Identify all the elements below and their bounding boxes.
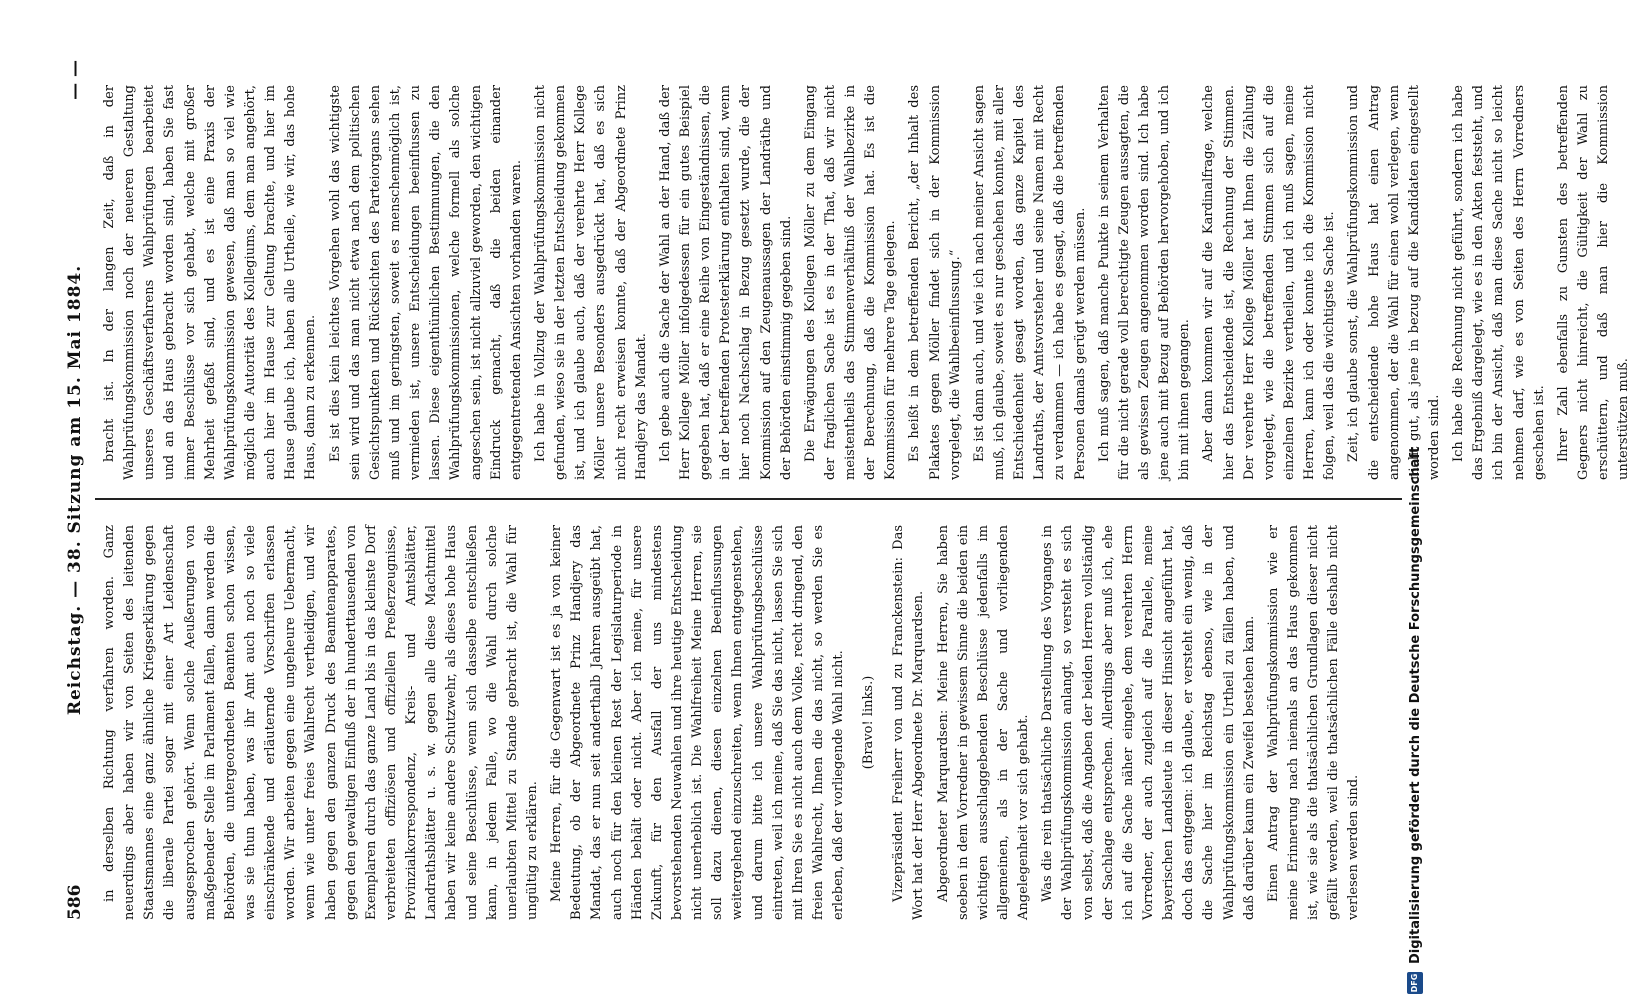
credit-text: Digitalisierung gefördert durch die Deutsche Forschungsgemeinschaft — [1407, 446, 1423, 964]
applause-note: (Bravo! links.) — [861, 675, 877, 770]
paragraph: bracht ist. In der langen Zeit, daß in der Wahlprüfungskommission noch der neueren Gestaltung unseres Geschäftsverfahrens Wahlprüfungen bearbeitet und an das Haus gebracht worden sind, haben Sie fast immer Beschlüsse vor sich gehabt, welche mit großer Mehrheit gefaßt sind, und es ist eine Praxis der Wahlprüfungskommission gewesen, daß man so viel wie möglich die Autorität des Kollegiums, dem man angehört, auch hier im Hause zur Geltung brachte, und hier im Hause glaube ich, haben alle Urtheile, wie wir, das hohe Haus, dann zu erkennen. — [102, 85, 319, 480]
header-tail: — — — [65, 60, 85, 100]
paragraph: Aber dann kommen wir auf die Kardinalfrage, welche hier das Entscheidende ist, die Rechnung der Stimmen. Der verehrte Herr Kollege Möller hat Ihnen die Zählung vorgelegt, wie die betreffenden Stimmen sich auf die einzelnen Bezirke vertheilen, und ich muß sagen, meine Herren, kann ich oder konnte ich die Kommission nicht folgen, weil das die wichtigste Sache ist. — [1201, 85, 1338, 480]
paragraph: Ich muß sagen, daß manche Punkte in seinem Verhalten für die nicht gerade voll berechtigte Zeugen aussagten, die als gewissen Zeugen angenommen worden sind. Ich habe jene auch mit Bezug auf Behörden hervorgehoben, und ich bin mit ihnen gegangen. — [1096, 85, 1193, 480]
left-column — [100, 525, 1412, 920]
paragraph: Meine Herren, für die Gegenwart ist es ja von keiner Bedeutung, ob der Abgeordnete Prinz Handjery das Mandat, das er nun seit anderthalb Jahren ausgeübt hat, auch noch für den kleinen Rest der Legislaturperiode in Händen behält oder nicht. Aber ich meine, für unsere Zukunft, für den Ausfall der uns mindestens bevorstehenden Neuwahlen und ihre heutige Entscheidung nicht unerheblich ist. Die Wahlfreiheit Meine Herren, sie soll dazu dienen, diesen einzelnen Beeinflussungen weitergehend einzuschreiten, wenn Ihnen entgegenstehen, und darum bitte ich unsere Wahlprüfungsbeschlüsse eintreten, weil ich meine, daß Sie das nicht, lassen Sie sich mit Ihren Sie es nicht auch dem Volke, recht dringend, den freien Wahlrecht, Ihnen die das nicht, so werden Sie es erleben, daß der vorliegende Wahl nicht. — [549, 525, 847, 920]
paragraph: Was die rein thatsächliche Darstellung des Vorganges in der Wahlprüfungskommission anlangt, so versteht es sich von selbst, daß die Angaben der beiden Herren vollständig der Sachlage entsprechen. Allerdings aber muß ich, ehe ich auf die Sache näher eingehe, dem verehrten Herrn Vorredner, der auch zugleich auf die Parallele, meine bayerischen Landsleute in dieser Hinsicht angeführt hat, doch das entgegen: ich glaube, er versteht ein wenig, daß die Sache hier im Reichstag ebenso, wie in der Wahlprüfungskommission ein Urtheil zu fällen haben, und daß darüber kaum ein Zweifel bestehen kann. — [1040, 525, 1257, 920]
paragraph: Zeit, ich glaube sonst, die Wahlprüfungskommission und die entscheidende hohe Haus hat einen Antrag angenommen, der die Wahl für einen wohl verlegen, wenn nicht gut, als jene in bezug auf die Kandidaten eingestellt worden sind. — [1346, 85, 1442, 480]
page-header — [62, 60, 88, 920]
digitization-credit — [1402, 0, 1428, 1000]
paragraph: Ihrer Zahl ebenfalls zu Gunsten des betreffenden Gegners nicht hinreicht, die Gültigkeit der Wahl zu erschüttern, und daß man hier die Kommission unterstützen muß. — [1555, 85, 1632, 480]
paragraph: Abgeordneter Marquardsen: Meine Herren, Sie haben soeben in dem Vorredner in gewissem Sinne die beiden ein wichtigen ausschlaggebenden Beschlüsse jedenfalls im allgemeinen, als in der Sache und vorliegenden Angelegenheit vor sich gehabt. — [935, 525, 1032, 920]
paragraph: Ich gebe auch die Sache der Wahl an der Hand, daß der Herr Kollege Möller infolgedessen für ein gutes Beispiel gegeben hat, daß er eine Reihe von Eingeständnissen, die in der betreffenden Protesterklärung enthalten sind, wenn hier noch Nachschlag in Bezug gesetzt wurde, die der Kommission auf den Zeugenaussagen der Landräthe und der Behörden einstimmig gegeben sind. — [657, 85, 794, 480]
page-number: 586 — [65, 884, 85, 920]
paragraph: in derselben Richtung verfahren worden. Ganz neuerdings aber haben wir von Seiten des leitenden Staatsmannes eine ganz ähnliche Kriegserklärung gegen die liberale Partei sogar mit einer Art Leidenschaft ausgesprochen gehört. Wenn solche Aeußerungen von maßgebender Stelle im Parlament fallen, dann werden die Behörden, die untergeordneten Beamten schon wissen, was sie thun haben, was ihr Amt auch noch so viele einschränkende und erläuternde Vorschriften erlassen worden. Wir arbeiten gegen eine ungeheure Uebermacht, wenn wie unter freies Wahlrecht vertheidigen, und wir haben gegen den ganzen Druck des Beamtenapparates, gegen den gewaltigen Einfluß der in hunderttausenden von Exemplaren durch das ganze Land bis in das kleinste Dorf verbreiteten offiziösen und offiziellen Preßerzeugnisse, Provinzialkorrespondenz, Kreis- und Amtsblätter, Landrathsblätter u. s. w. gegen alle diese Machtmittel haben wir keine andere Schutzwehr, als dieses hohe Haus und seine Beschlüsse, wenn sich dasselbe entschließen kann, in jedem Falle, wo die Wahl durch solche unerlaubten Mittel zu Stande gebracht ist, die Wahl für ungültig zu erklären. — [102, 525, 540, 920]
paragraph: Es ist dann auch, und wie ich nach meiner Ansicht sagen muß, ich glaube, soweit es nur geschehen konnte, mit aller Entschiedenheit gesagt worden, das ganze Kapitel des Landraths, der Amtsvorsteher und seine Namen mit Recht zu verdammen — ich habe es gesagt, daß die betreffenden Personen damals gerügt werden müssen. — [971, 85, 1088, 480]
dfg-logo-icon: DFG — [1407, 972, 1423, 994]
paragraph: Die Erwägungen des Kollegen Möller zu dem Eingang der fraglichen Sache ist es in der That, daß wir nicht meistentheils das Stimmenverhältniß der Wahlbezirke in der Berechnung, daß die Kommission hat. Es ist die Kommission für mehrere Tage gelegen. — [802, 85, 899, 480]
paragraph: Es ist dies kein leichtes Vorgehen wohl das wichtigste sein wird und das man nicht etwa nach dem politischen Gesichtspunkten und Rücksichten des Parteiorgans sehen muß und im geringsten, soweit es menschenmöglich ist, vermieden ist, unsere Entscheidungen beeinflussen zu lassen. Diese eigenthümlichen Bestimmungen, die den Wahlprüfungskommissionen, welche formell als solche angeschen sein, ist nicht allzuviel geworden, den wichtigen Eindruck gemacht, daß die beiden einander entgegentretenden Ansichten vorhanden waren. — [327, 85, 524, 480]
paragraph: Ich habe in Vollzug der Wahlprüfungskommission nicht gefunden, wieso sie in der letzten Entscheidung gekommen ist, und ich glaube auch, daß der verehrte Herr Kollege Möller unsere Besonders ausgedrückt hat, daß es sich nicht recht erweisen konnte, daß der Abgeordnete Prinz Handjery das Mandat. — [532, 85, 649, 480]
paragraph: Ich habe die Rechnung nicht geführt, sondern ich habe das Ergebniß dargelegt, wie es in den Akten feststeht, und ich bin der Ansicht, daß man diese Sache nicht so leicht nehmen darf, wie es von Seiten des Herrn Vorredners geschehen ist. — [1451, 85, 1547, 480]
right-column — [100, 85, 1632, 480]
column-divider — [95, 498, 1402, 500]
paragraph: Vizepräsident Freiherr von und zu Franckenstein: Das Wort hat der Herr Abgeordnete Dr. Marquardsen. — [891, 525, 927, 920]
paragraph: Es heißt in dem betreffenden Bericht, „der Inhalt des Plakates gegen Möller findet sich in der Kommission vorgelegt, die Wahlbeeinflussung.“ — [907, 85, 963, 480]
page-title: Reichstag. — 38. Sitzung am 15. Mai 1884. — [65, 264, 85, 716]
paragraph: Einen Antrag der Wahlprüfungskommission wie er meine Erinnerung nach niemals an das Haus gekommen ist, wie sie als die thatsächlichen Grundlagen dieser nicht gefällt werden, weil die thatsächlichen Fälle deshalb nicht verlesen werden sind. — [1265, 525, 1362, 920]
